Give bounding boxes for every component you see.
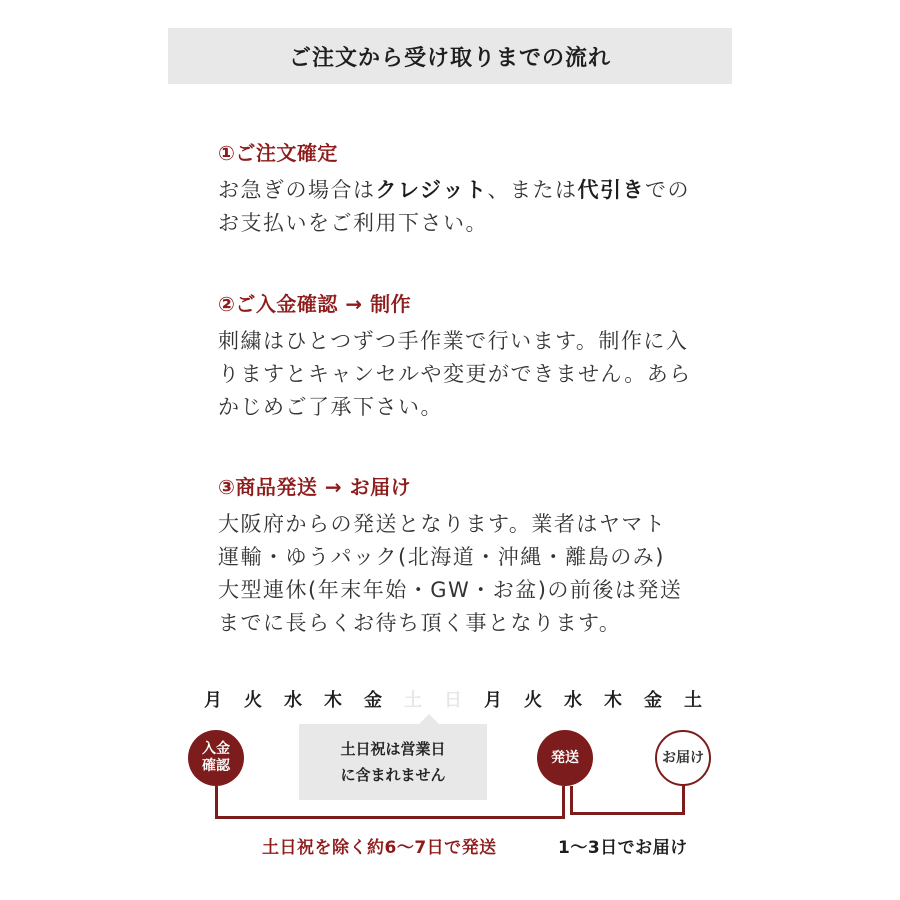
weekday-label: 月 xyxy=(484,690,502,711)
step-3-line: 大型連休(年末年始・GW・お盆)の前後は発送 xyxy=(218,578,683,602)
weekday-label: 土 xyxy=(684,690,702,711)
weekday-label: 木 xyxy=(324,690,342,711)
holiday-note xyxy=(299,724,487,800)
step-1-text: での xyxy=(644,178,690,202)
weekday-row xyxy=(198,686,708,716)
connector-line xyxy=(570,812,685,815)
note-pointer xyxy=(419,714,439,724)
shipping-duration-label: 土日祝を除く約6〜7日で発送 xyxy=(262,838,497,858)
step-2-line: 刺繍はひとつずつ手作業で行います。制作に入 xyxy=(218,329,689,353)
connector-line xyxy=(682,784,685,815)
marker-text: 確認 xyxy=(202,758,230,774)
weekday-label: 月 xyxy=(204,690,222,711)
step-3-line: 運輸・ゆうパック(北海道・沖縄・離島のみ) xyxy=(218,545,665,569)
step-1-cod: 代引き xyxy=(577,178,645,202)
delivery-marker xyxy=(655,730,711,786)
connector-line xyxy=(215,786,218,818)
step-3 xyxy=(218,471,698,640)
page-title: ご注文から受け取りまでの流れ xyxy=(288,45,611,71)
step-1 xyxy=(218,137,698,240)
weekday-label: 水 xyxy=(564,690,582,711)
step-1-title: ①ご注文確定 xyxy=(218,141,338,165)
weekday-label: 金 xyxy=(644,690,662,711)
weekday-label: 木 xyxy=(604,690,622,711)
delivery-duration-label: 1〜3日でお届け xyxy=(558,838,688,858)
weekday-label: 水 xyxy=(284,690,302,711)
step-1-text: 、または xyxy=(487,178,578,202)
shipping-marker xyxy=(537,730,593,786)
connector-line xyxy=(215,816,565,819)
step-2-title: ②ご入金確認 → 制作 xyxy=(218,292,412,316)
weekday-label: 土 xyxy=(404,690,422,711)
weekday-label: 日 xyxy=(444,690,462,711)
step-2-line: かじめご了承下さい。 xyxy=(218,395,443,419)
step-3-title: ③商品発送 → お届け xyxy=(218,475,412,499)
step-2 xyxy=(218,288,698,424)
weekday-label: 金 xyxy=(364,690,382,711)
marker-text: お届け xyxy=(662,749,704,766)
step-3-line: までに長らくお待ち頂く事となります。 xyxy=(218,611,622,635)
marker-text: 発送 xyxy=(551,749,579,766)
step-1-text: お急ぎの場合は xyxy=(218,178,376,202)
step-1-credit: クレジット xyxy=(375,178,488,202)
step-2-line: りますとキャンセルや変更ができません。あら xyxy=(218,362,692,386)
marker-text: 入金 xyxy=(202,741,230,757)
weekday-label: 火 xyxy=(524,690,542,711)
holiday-note-line: に含まれません xyxy=(340,766,446,784)
step-1-body xyxy=(218,174,698,240)
weekday-label: 火 xyxy=(244,690,262,711)
step-3-line: 大阪府からの発送となります。業者はヤマト xyxy=(218,512,667,536)
step-1-text: お支払いをご利用下さい。 xyxy=(218,211,488,235)
connector-line xyxy=(570,786,573,815)
page-header xyxy=(168,28,732,84)
payment-confirmed-marker xyxy=(188,730,244,786)
holiday-note-line: 土日祝は営業日 xyxy=(340,740,446,758)
step-2-body xyxy=(218,325,698,424)
step-3-body xyxy=(218,508,698,640)
connector-line xyxy=(562,786,565,819)
